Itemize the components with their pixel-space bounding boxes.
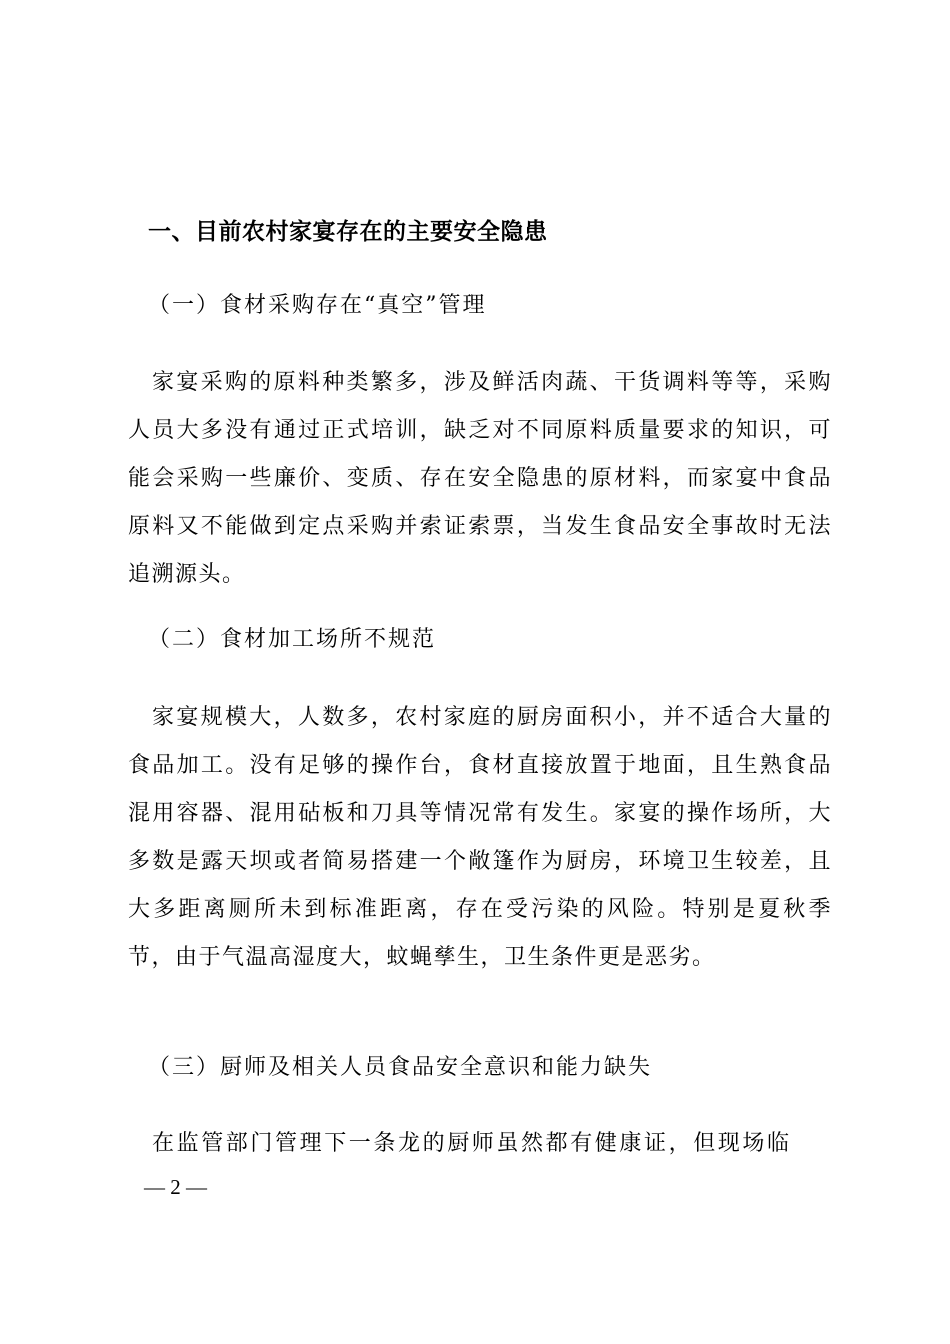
subsection-title-2: （二）食材加工场所不规范 (148, 627, 437, 652)
paragraph-3: 在监管部门管理下一条龙的厨师虽然都有健康证，但现场临 (152, 1131, 792, 1156)
paragraph-1: 家宴采购的原料种类繁多，涉及鲜活肉蔬、干货调料等等，采购人员大多没有通过正式培训，缺乏对不同原料质量要求的知识，可能会采购一些廉价、变质、存在安全隐患的原材料，而家宴中食品原料又不能做到定点采购并索证索票，当发生食品安全事故时无法追溯源头。 (128, 370, 832, 587)
section-heading: 一、目前农村家宴存在的主要安全隐患 (148, 219, 548, 245)
page-number: — 2 — (144, 1175, 207, 1199)
subsection-title-1: （一）食材采购存在“真空”管理 (148, 293, 487, 318)
subsection-title-3: （三）厨师及相关人员食品安全意识和能力缺失 (148, 1055, 653, 1080)
paragraph-2: 家宴规模大，人数多，农村家庭的厨房面积小，并不适合大量的食品加工。没有足够的操作台，食材直接放置于地面，且生熟食品混用容器、混用砧板和刀具等情况常有发生。家宴的操作场所，大多数是露天坝或者简易搭建一个敞篷作为厨房，环境卫生较差，且大多距离厕所未到标准距离，存在受污染的风险。特别是夏秋季节，由于气温高湿度大，蚊蝇孳生，卫生条件更是恶劣。 (128, 705, 832, 970)
